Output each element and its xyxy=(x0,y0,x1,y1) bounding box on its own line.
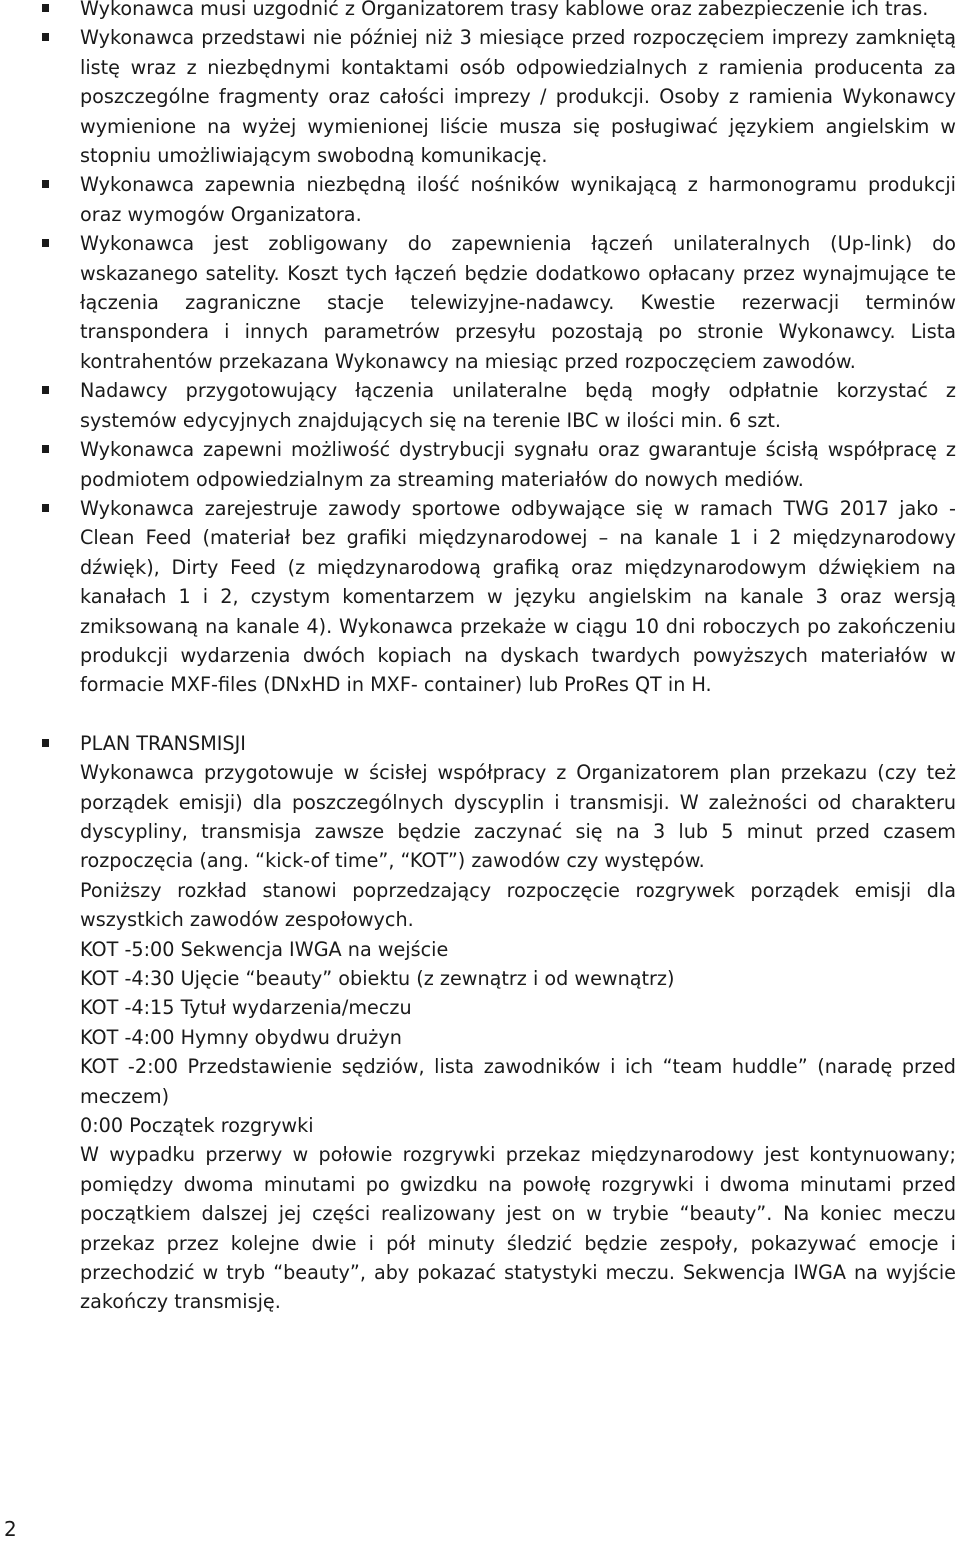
list-item xyxy=(0,0,960,23)
square-bullet-icon xyxy=(42,239,49,247)
list-item xyxy=(0,23,960,170)
schedule-entry: 0:00 Początek rozgrywki xyxy=(80,1114,314,1138)
list-item xyxy=(0,494,960,700)
schedule-intro: Poniższy rozkład stanowi poprzedzający rozpoczęcie rozgrywek porządek emisji dla wszystkich zawodów zespołowych. xyxy=(80,878,956,932)
schedule-entry: KOT -5:00 Sekwencja IWGA na wejście xyxy=(80,937,449,961)
square-bullet-icon xyxy=(42,386,49,394)
square-bullet-icon xyxy=(42,445,49,453)
list-item xyxy=(0,435,960,494)
list-item-text: Wykonawca zapewnia niezbędną ilość nośników wynikającą z harmonogramu produkcji oraz wymogów Organizatora. xyxy=(80,173,956,226)
square-bullet-icon xyxy=(42,739,49,747)
square-bullet-icon xyxy=(42,4,49,12)
list-item-text: Wykonawca zarejestruje zawody sportowe odbywające się w ramach TWG 2017 jako - Clean Feed (materiał bez grafiki międzynarodowej – na kanale 1 i 2 międzynarodowy dźwięk), Dirty Feed (z międzynarodową grafiką oraz międzynarodowym dźwiękiem na kanałach 1 i 2, czystym komentarzem w języku angielskim na kanale 3 oraz wersją zmiksowaną na kanale 4). Wykonawca przekaże w ciągu 10 dni roboczych po zakończeniu produkcji wydarzenia dwóch kopiach na dyskach twardych powyższych materiałów w formacie MXF-files (DNxHD in MXF- container) lub ProRes QT in H. xyxy=(80,496,956,697)
page-number: 2 xyxy=(4,1517,17,1541)
square-bullet-icon xyxy=(42,33,49,41)
list-item-text: Wykonawca jest zobligowany do zapewnienia łączeń unilateralnych (Up-link) do wskazanego satelity. Koszt tych łączeń będzie dodatkowo opłacany przez wynajmujące te łączenia zagraniczne stacje telewizyjne-nadawcy. Kwestie rezerwacji terminów transpondera i innych parametrów przesyłu pozostają po stronie Wykonawcy. Lista kontrahentów przekazana Wykonawcy na miesiąc przed rozpoczęciem zawodów. xyxy=(80,232,956,373)
list-item-text: Nadawcy przygotowujący łączenia unilateralne będą mogły odpłatnie korzystać z systemów edycyjnych znajdujących się na terenie IBC w ilości min. 6 szt. xyxy=(80,379,956,432)
list-item-text: Wykonawca musi uzgodnić z Organizatorem trasy kablowe oraz zabezpieczenie ich tras. xyxy=(80,0,929,20)
square-bullet-icon xyxy=(42,180,49,188)
list-item-text: Wykonawca zapewni możliwość dystrybucji sygnału oraz gwarantuje ścisłą współpracę z podmiotem odpowiedzialnym za streaming materiałów do nowych mediów. xyxy=(80,438,956,491)
plan-intro: Wykonawca przygotowuje w ścisłej współpracy z Organizatorem plan przekazu (czy też porządek emisji) dla poszczególnych dyscyplin i transmisji. W zależności od charakteru dyscypliny, transmisja zawsze będzie zaczynać się na 3 lub 5 minut przed czasem rozpoczęcia (ang. “kick-of time”, “KOT”) zawodów czy występów. xyxy=(80,761,956,873)
plan-section xyxy=(0,729,960,1317)
list-item xyxy=(0,170,960,229)
list-item xyxy=(0,376,960,435)
schedule-entry: KOT -4:00 Hymny obydwu drużyn xyxy=(80,1025,402,1049)
schedule-entry: KOT -4:15 Tytuł wydarzenia/meczu xyxy=(80,996,412,1020)
schedule-entry: KOT -2:00 Przedstawienie sędziów, lista zawodników i ich “team huddle” (naradę przed meczem) xyxy=(80,1055,956,1108)
schedule-entry: KOT -4:30 Ujęcie “beauty” obiektu (z zewnątrz i od wewnątrz) xyxy=(80,967,675,990)
plan-closing: W wypadku przerwy w połowie rozgrywki przekaz międzynarodowy jest kontynuowany; pomiędzy dwoma minutami po gwizdku na powołę rozgrywki i dwoma minutami przed początkiem dalszej jej części realizowany jest on w trybie “beauty”. Na koniec meczu przekaz przez kolejne dwie i pół minuty śledzić będzie zespoły, pokazywać emocje i przechodzić w tryb “beauty”, aby pokazać statystyki meczu. Sekwencja IWGA na wyjście zakończy transmisję. xyxy=(80,1143,956,1314)
spacer xyxy=(0,700,960,729)
section-heading: PLAN TRANSMISJI xyxy=(80,731,246,755)
square-bullet-icon xyxy=(42,504,49,512)
list-item-text: Wykonawca przedstawi nie później niż 3 miesiące przed rozpoczęciem imprezy zamkniętą listę wraz z niezbędnymi kontaktami osób odpowiedzialnych z ramienia producenta za poszczególne fragmenty oraz całości imprezy / produkcji. Osoby z ramienia Wykonawcy wymienione na wyżej wymienionej liście musza się posługiwać językiem angielskim w stopniu umożliwiającym swobodną komunikację. xyxy=(80,26,956,168)
list-item xyxy=(0,229,960,376)
